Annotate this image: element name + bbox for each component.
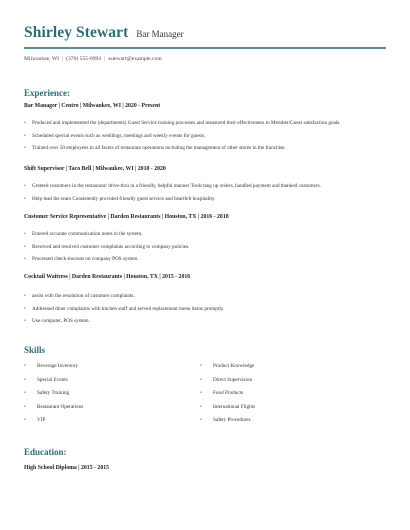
skill-item: • Product Knowledge [200,363,370,377]
list-item: • Use computer, POS system. [24,318,386,331]
skill-item: • Beverage Inventory [24,363,194,377]
job-heading: Shift Supervisor | Taco Bell | Milwaukee, WI | 2018 - 2020 [24,166,166,172]
contact-separator: | [62,56,64,62]
list-item: • Addressed diner complaints with kitchen staff and served replacement menu items promptly. [24,306,386,319]
education-entry: High School Diploma | 2015 - 2015 [24,465,110,471]
list-item: • Trained over 50 employees in all facets of restaurant operations including the management of other stores in the franchise. [24,145,386,158]
job-heading: Cocktail Waitress | Darden Restaurants | Houston, TX | 2015 - 2016 [24,274,191,280]
skill-item: • Special Events [24,377,194,391]
list-item: • Greeted customers in the restaurant/ drive-thru in a friendly, helpful manner Took/rang up orders, handled payment and thanked customers. [24,183,386,196]
list-item: • Processed check-ins/outs on company POS system. [24,256,386,269]
job-heading: Customer Service Representative | Darden Restaurants | Houston, TX | 2016 - 2018 [24,214,229,220]
skill-item: • Direct Supervision [200,377,370,391]
education-heading: Education: [24,447,67,457]
skills-list-left [24,363,194,431]
contact-location: Milwaukee, WI [24,56,60,62]
contact-separator: | [104,56,106,62]
job-bullets [24,120,386,158]
job-heading: Bar Manager | Centro | Milwaukee, WI | 2020 - Present [24,103,161,109]
skill-item: • VIP [24,417,194,431]
list-item: • Produced and implemented the (departments) Guest Service training processes and measured their effectiveness to Member/Guest satisfaction goals. [24,120,386,133]
skill-item: • Safety Training [24,390,194,404]
skill-item: • Restaurant Operations [24,404,194,418]
skills-list-right [200,363,370,431]
skill-item: • International Flights [200,404,370,418]
list-item: • Received and resolved customer complaints according to company policies. [24,244,386,257]
job-bullets [24,183,386,208]
contact-phone: (370) 555-0994 [66,56,102,62]
list-item: • assist with the resolution of customer complaints. [24,293,386,306]
skill-item: • Safety Procedures [200,417,370,431]
candidate-role: Bar Manager [136,29,184,39]
job-bullets [24,231,386,269]
skills-heading: Skills [24,345,46,355]
header-divider [24,47,386,49]
contact-line [24,56,162,62]
candidate-name: Shirley Stewart [24,24,129,41]
list-item: • Scheduled special events such as weddings, meetings and weekly events for guests. [24,133,386,146]
contact-email: sstewart@example.com [108,56,162,62]
experience-heading: Experience: [24,88,70,98]
list-item: • Entered accurate communication notes in the system. [24,231,386,244]
skill-item: • Food Products [200,390,370,404]
job-bullets [24,293,386,331]
list-item: • Help lead the team Consistently provided friendly guest service and heartfelt hospitality. [24,196,386,209]
resume-header [24,24,386,42]
